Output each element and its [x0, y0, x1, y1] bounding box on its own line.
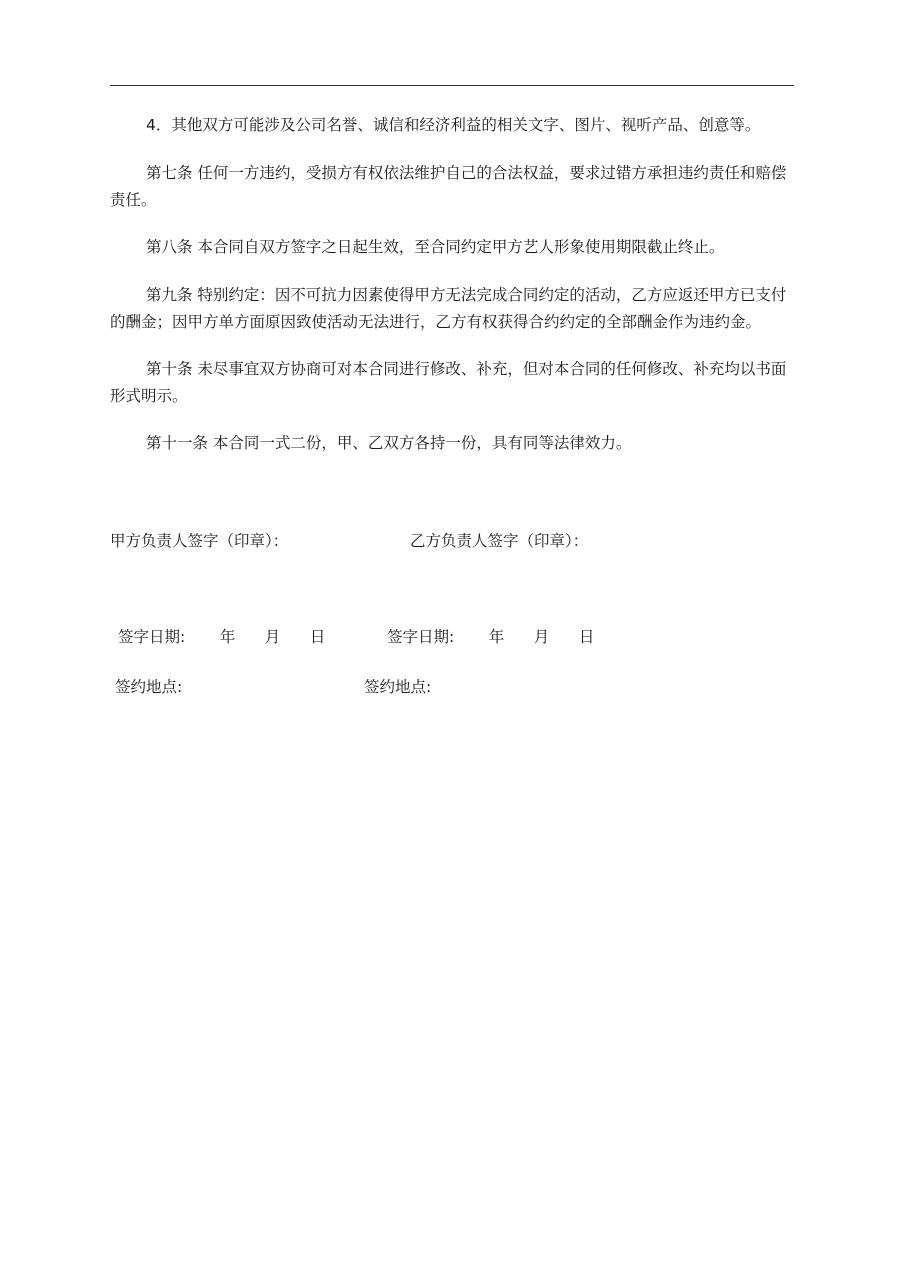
party-a-sign-place: 签约地点:: [115, 678, 183, 696]
party-b-signature-label: 乙方负责人签字（印章）：: [410, 532, 589, 550]
party-b-sign-place: 签约地点:: [364, 678, 432, 696]
clause-4-item: 4．其他双方可能涉及公司名誉、诚信和经济利益的相关文字、图片、视听产品、创意等。: [146, 116, 761, 134]
clause-7: 第七条 任何一方违约，受损方有权依法维护自己的合法权益，要求过错方承担违约责任和赔偿责任。: [110, 164, 787, 209]
clause-11: 第十一条 本合同一式二份，甲、乙双方各持一份，具有同等法律效力。: [146, 434, 632, 452]
clause-10: 第十条 未尽事宜双方协商可对本合同进行修改、补充，但对本合同的任何修改、补充均以书面形式明示。: [110, 360, 787, 405]
clause-8: 第八条 本合同自双方签字之日起生效，至合同约定甲方艺人形象使用期限截止终止。: [146, 238, 725, 256]
header-rule: [110, 85, 794, 86]
party-b-sign-date: 签字日期: 年 月 日: [387, 628, 595, 646]
party-a-sign-date: 签字日期: 年 月 日: [118, 628, 326, 646]
clause-9: 第九条 特别约定：因不可抗力因素使得甲方无法完成合同约定的活动，乙方应返还甲方已支付的酬金；因甲方单方面原因致使活动无法进行，乙方有权获得合约约定的全部酬金作为违约金。: [110, 286, 787, 331]
party-a-signature-label: 甲方负责人签字（印章）：: [110, 532, 289, 550]
